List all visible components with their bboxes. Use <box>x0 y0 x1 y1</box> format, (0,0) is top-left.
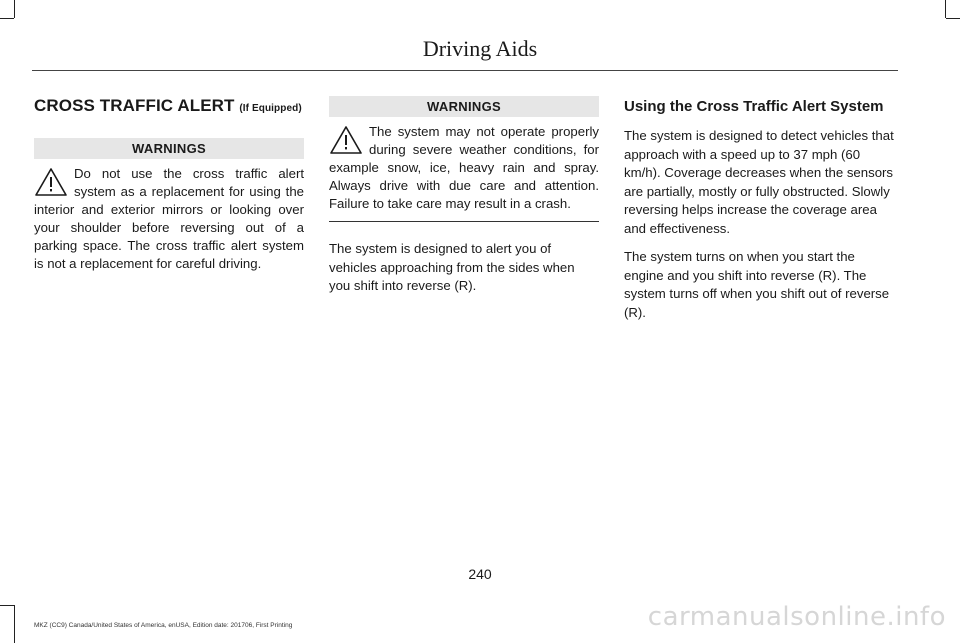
warning-box <box>329 123 599 213</box>
column-1 <box>34 96 304 273</box>
crop-mark <box>14 605 15 643</box>
warning-bottom-rule <box>329 221 599 222</box>
warning-box <box>34 165 304 273</box>
warnings-header: WARNINGS <box>34 138 304 159</box>
page-number: 240 <box>468 566 492 582</box>
crop-mark <box>946 18 960 19</box>
watermark: carmanualsonline.info <box>647 602 946 632</box>
body-paragraph: The system is designed to detect vehicles that approach with a speed up to 37 mph (60 km/h). Coverage decreases when the sensors are partially, mostly or fully obstructed. Slowly reversing helps increase the coverage area and effectiveness. <box>624 128 894 236</box>
crop-mark <box>945 0 946 18</box>
section-title-suffix: (If Equipped) <box>239 103 302 114</box>
section-title <box>34 96 304 116</box>
column-2 <box>329 96 599 306</box>
warning-text: Do not use the cross traffic alert system as a replacement for using the interior and exterior mirrors or looking over your shoulder before reversing out of a parking space. The cross traffic alert system is not a replacement for careful driving. <box>34 166 304 271</box>
warning-triangle-icon <box>329 125 363 155</box>
section-title-text: CROSS TRAFFIC ALERT <box>34 96 235 115</box>
warning-triangle-icon <box>34 167 68 197</box>
crop-mark <box>0 18 14 19</box>
warnings-header: WARNINGS <box>329 96 599 117</box>
body-paragraph: The system is designed to alert you of vehicles approaching from the sides when you shift into reverse (R). <box>329 241 575 293</box>
footer-edition-info: MKZ (CC9) Canada/United States of America, enUSA, Edition date: 201706, First Printing <box>34 622 293 629</box>
crop-mark <box>0 605 14 606</box>
subsection-title: Using the Cross Traffic Alert System <box>624 98 884 115</box>
column-3 <box>624 96 894 332</box>
crop-mark <box>14 0 15 18</box>
body-paragraph: The system turns on when you start the engine and you shift into reverse (R). The system turns off when you shift out of reverse (R). <box>624 249 890 320</box>
warning-text: The system may not operate properly during severe weather conditions, for example snow, ice, heavy rain and spray. Always drive with due care and attention. Failure to take care may result in a crash. <box>329 124 599 211</box>
header-rule <box>32 70 898 71</box>
page-header-title: Driving Aids <box>422 36 538 61</box>
